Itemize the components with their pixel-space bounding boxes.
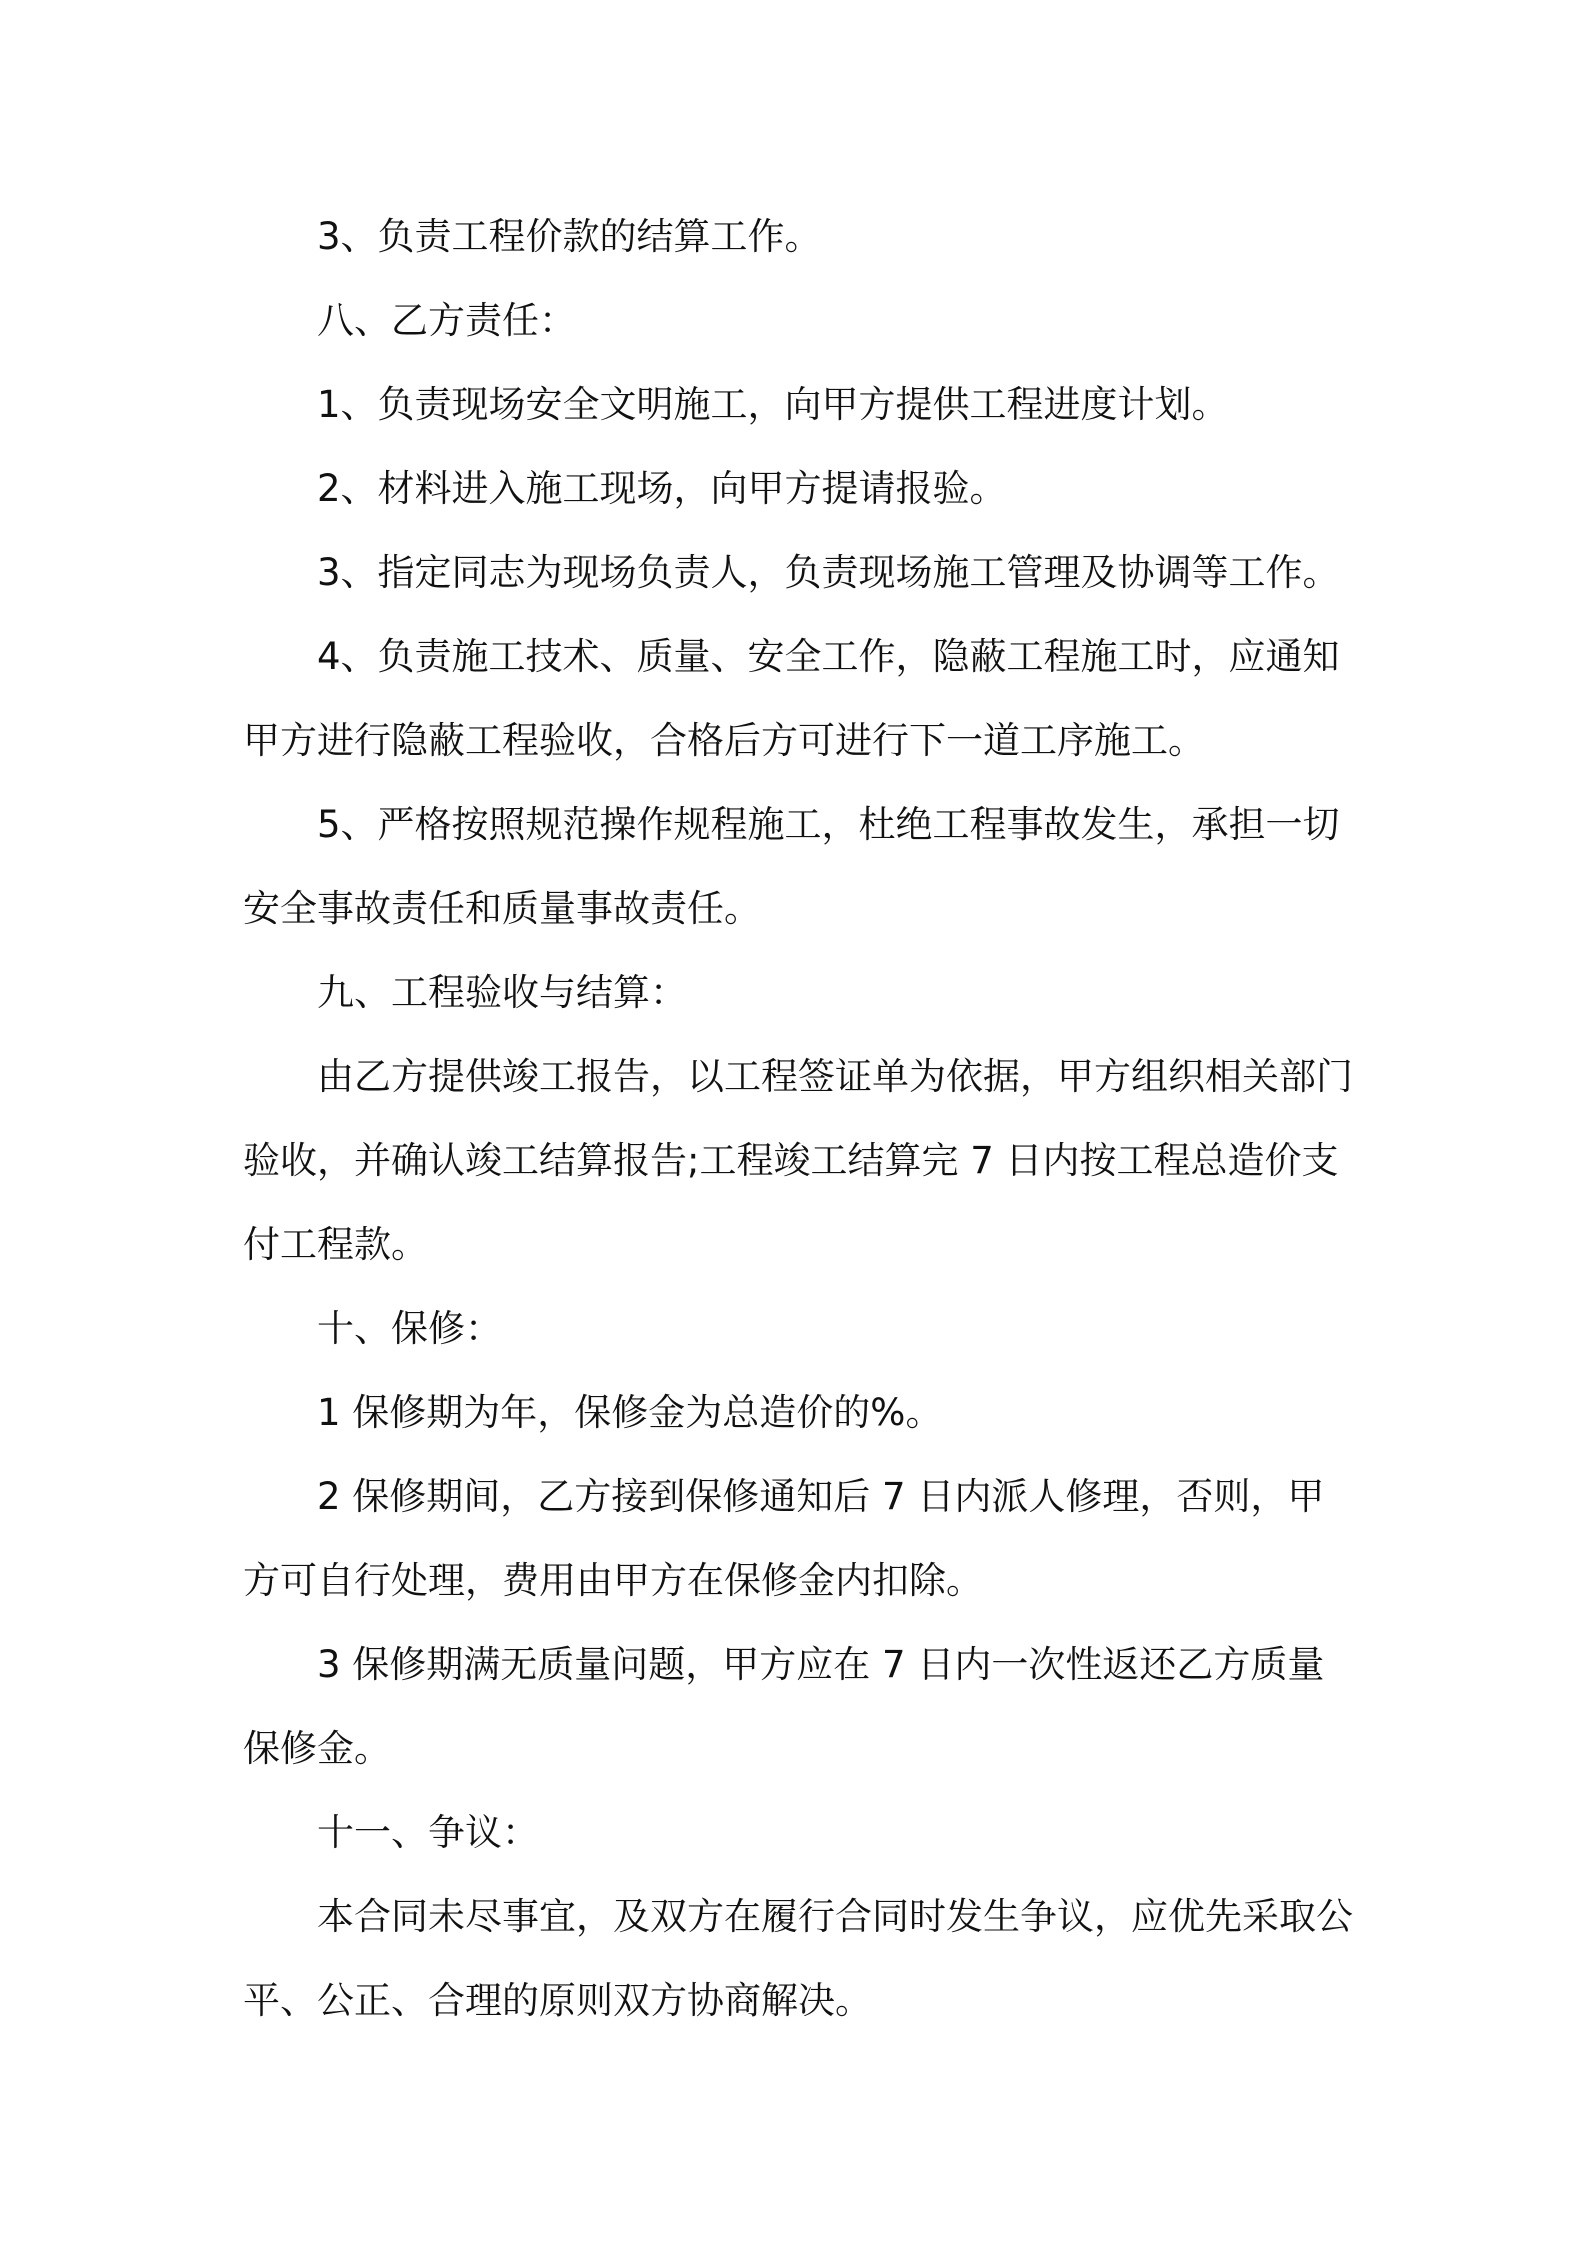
paragraph-warranty-repair: 2 保修期间，乙方接到保修通知后 7 日内派人修理，否则，甲方可自行处理，费用由甲方在保修金内扣除。 — [243, 1475, 1325, 1602]
paragraph-settlement: 3、负责工程价款的结算工作。 — [317, 215, 822, 258]
heading-warranty: 十、保修： — [317, 1307, 502, 1350]
paragraph-accident-responsibility: 5、严格按照规范操作规程施工，杜绝工程事故发生，承担一切安全事故责任和质量事故责任。 — [243, 803, 1340, 930]
paragraph-completion-report: 由乙方提供竣工报告，以工程签证单为依据，甲方组织相关部门验收，并确认竣工结算报告;工程竣工结算完 7 日内按工程总造价支付工程款。 — [243, 1055, 1353, 1266]
paragraph-dispute-resolution: 本合同未尽事宜，及双方在履行合同时发生争议，应优先采取公平、公正、合理的原则双方协商解决。 — [243, 1895, 1353, 2022]
paragraph-warranty-refund: 3 保修期满无质量问题，甲方应在 7 日内一次性返还乙方质量保修金。 — [243, 1643, 1325, 1770]
paragraph-warranty-period: 1 保修期为年，保修金为总造价的%。 — [317, 1391, 943, 1434]
heading-party-b-responsibilities: 八、乙方责任： — [317, 299, 576, 342]
document-body — [243, 195, 1353, 2043]
paragraph-site-manager: 3、指定同志为现场负责人，负责现场施工管理及协调等工作。 — [317, 551, 1340, 594]
paragraph-materials: 2、材料进入施工现场，向甲方提请报验。 — [317, 467, 1007, 510]
heading-disputes: 十一、争议： — [317, 1811, 539, 1854]
paragraph-safety: 1、负责现场安全文明施工，向甲方提供工程进度计划。 — [317, 383, 1229, 426]
paragraph-technical-quality: 4、负责施工技术、质量、安全工作，隐蔽工程施工时，应通知甲方进行隐蔽工程验收，合格后方可进行下一道工序施工。 — [243, 635, 1340, 762]
heading-acceptance-settlement: 九、工程验收与结算： — [317, 971, 687, 1014]
